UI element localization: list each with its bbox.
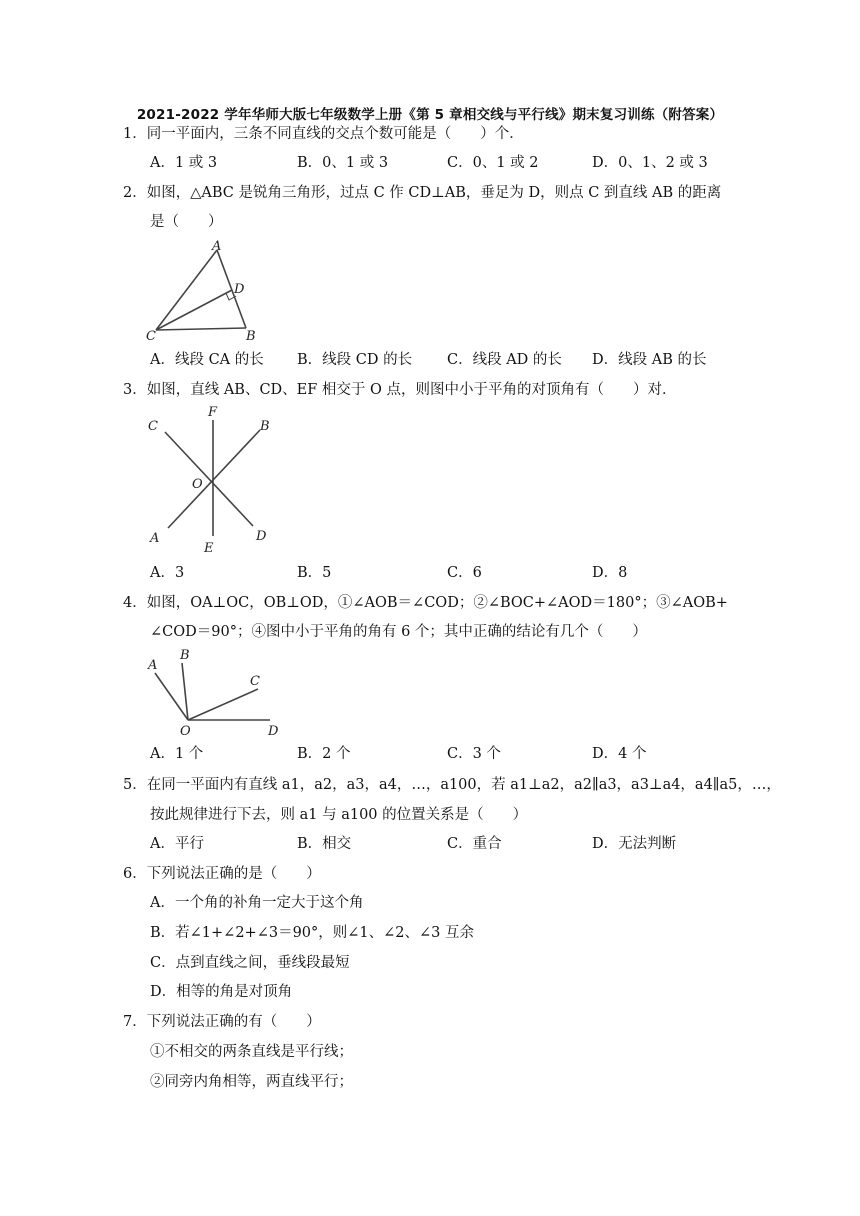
question-2-text: 2．如图，△ABC 是锐角三角形，过点 C 作 CD⊥AB，垂足为 D，则点 C 到直线 AB 的距离: [123, 185, 722, 201]
q1-option-a: A．1 或 3: [150, 155, 218, 171]
label-d: D: [234, 282, 245, 297]
q5-option-b: B．相交: [297, 836, 352, 852]
label-a: A: [150, 531, 160, 546]
question-3-text: 3．如图，直线 AB、CD、EF 相交于 O 点，则图中小于平角的对顶角有（ ）对．: [123, 382, 677, 398]
q3-option-d: D．8: [592, 565, 628, 581]
label-d: D: [256, 529, 267, 544]
q4-option-b: B．2 个: [297, 746, 351, 762]
q5-option-a: A．平行: [150, 836, 204, 852]
q3-option-a: A．3: [150, 565, 185, 581]
q6-option-d: D．相等的角是对顶角: [150, 984, 293, 1000]
q4-option-c: C．3 个: [447, 746, 501, 762]
q6-option-b: B．若∠1+∠2+∠3＝90°，则∠1、∠2、∠3 互余: [150, 925, 475, 941]
q4-option-d: D．4 个: [592, 746, 647, 762]
q3-option-b: B．5: [297, 565, 332, 581]
label-o: O: [180, 724, 191, 739]
label-e: E: [204, 541, 214, 556]
q4-option-a: A．1 个: [150, 746, 204, 762]
q2-option-a: A．线段 CA 的长: [150, 352, 264, 368]
q2-option-d: D．线段 AB 的长: [592, 352, 707, 368]
q2-option-b: B．线段 CD 的长: [297, 352, 413, 368]
label-b: B: [260, 419, 270, 434]
question-4-text-cont: ∠COD＝90°；④图中小于平角的角有 6 个；其中正确的结论有几个（ ）: [150, 624, 647, 640]
question-1-text: 1．同一平面内，三条不同直线的交点个数可能是（ ）个．: [123, 126, 524, 142]
q5-option-c: C．重合: [447, 836, 502, 852]
question-5-text: 5．在同一平面内有直线 a1，a2，a3，a4，…，a100，若 a1⊥a2，a2∥a3，a3⊥a4，a4∥a5，…，: [123, 777, 781, 793]
label-c: C: [148, 419, 158, 434]
q3-option-c: C．6: [447, 565, 482, 581]
label-c: C: [146, 329, 156, 344]
label-a: A: [148, 658, 158, 673]
q1-option-d: D．0、1、2 或 3: [592, 155, 708, 171]
intersecting-lines-figure: [140, 402, 280, 560]
q6-option-a: A．一个角的补角一定大于这个角: [150, 895, 364, 911]
q5-option-d: D．无法判断: [592, 836, 677, 852]
question-2-text-cont: 是（ ）: [150, 214, 223, 230]
question-4-text: 4．如图，OA⊥OC，OB⊥OD，①∠AOB＝∠COD；②∠BOC+∠AOD＝180°；③∠AOB+: [123, 595, 728, 611]
question-5-text-cont: 按此规律进行下去，则 a1 与 a100 的位置关系是（ ）: [150, 807, 528, 823]
q7-statement-1: ①不相交的两条直线是平行线；: [150, 1044, 353, 1060]
label-c: C: [250, 674, 260, 689]
question-7-text: 7．下列说法正确的有（ ）: [123, 1014, 321, 1030]
label-d: D: [268, 724, 279, 739]
question-6-text: 6．下列说法正确的是（ ）: [123, 866, 321, 882]
label-f: F: [208, 405, 218, 420]
page-title: 2021-2022 学年华师大版七年级数学上册《第 5 章相交线与平行线》期末复习训练（附答案）: [136, 107, 724, 123]
label-b: B: [180, 648, 190, 663]
q7-statement-2: ②同旁内角相等，两直线平行；: [150, 1074, 353, 1090]
q1-option-b: B．0、1 或 3: [297, 155, 389, 171]
label-o: O: [192, 477, 203, 492]
q1-option-c: C．0、1 或 2: [447, 155, 539, 171]
label-b: B: [246, 329, 256, 344]
label-a: A: [212, 239, 222, 254]
triangle-figure: [140, 238, 265, 346]
q6-option-c: C．点到直线之间，垂线段最短: [150, 955, 350, 971]
q2-option-c: C．线段 AD 的长: [447, 352, 562, 368]
angles-figure: [140, 645, 290, 740]
